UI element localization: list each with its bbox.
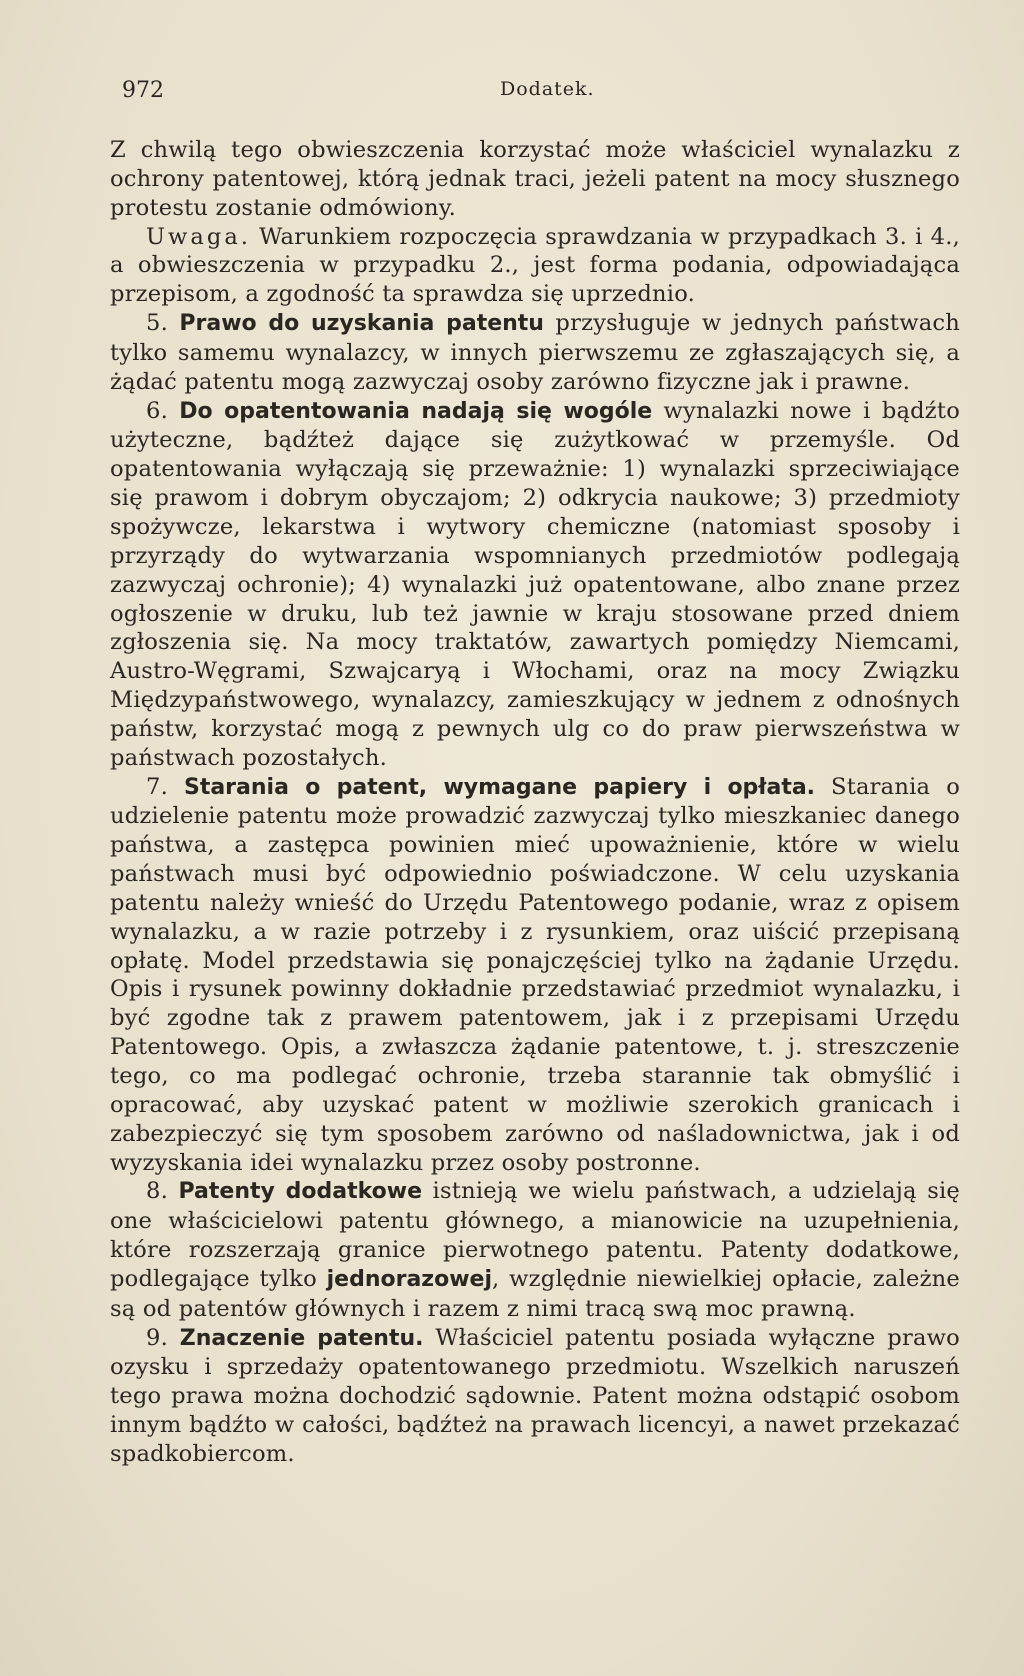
paragraph-text: Starania o udzielenie patentu może prowadzić zazwyczaj tylko mieszkaniec danego państwa, a zastępca powinien mieć upoważnienie, które w wielu państwach musi być odpowiednio poświadczone. W celu uzyskania patentu należy wnieść do Urzędu Patentowego podanie, wraz z opisem wynalazku, a w razie potrzeby i z rysunkiem, oraz uiścić przepisaną opłatę. Model przedstawia się ponajczęściej tylko na żądanie Urzędu. Opis i rysunek powinny dokładnie przedstawiać przedmiot wynalazku, i być zgodne tak z prawem patentowem, jak i z przepisami Urzędu Patentowego. Opis, a zwłaszcza żądanie patentowe, t. j. streszczenie tego, co ma podlegać ochronie, trzeba starannie tak obmyślić i opracować, aby uzyskać patent w możliwie szerokich granicach i zabezpieczyć się tym sposobem zarówno od naśladownictwa, jak i od wyzyskania idei wynalazku przez osoby postronne. xyxy=(110,773,961,1176)
section-number: 8. xyxy=(146,1178,179,1205)
section-7 xyxy=(110,773,960,1178)
section-number: 6. xyxy=(146,397,180,424)
section-8 xyxy=(110,1177,960,1323)
section-heading: Starania o patent, wymagane papiery i opłata. xyxy=(183,774,816,800)
page-number: 972 xyxy=(122,78,164,103)
section-heading: Znaczenie patentu. xyxy=(179,1325,424,1351)
paragraph-text: Właściciel patentu posiada wyłączne prawo ozysku i sprzedaży opatentowanego przedmiotu. Wszelkich naruszeń tego prawa można dochodzić sądownie. Patent można odstąpić osobom innym bądźto w całości, bądźteż na prawach licencyi, a nawet przekazać spadkobiercom. xyxy=(110,1324,960,1467)
section-heading: Patenty dodatkowe xyxy=(178,1179,423,1205)
paragraph-note xyxy=(110,223,960,310)
page-body xyxy=(110,136,960,1469)
inline-emphasis: jednorazowej xyxy=(326,1266,493,1292)
paragraph-text: Z chwilą tego obwieszczenia korzystać może właściciel wynalazku z ochrony patentowej, którą jednak traci, jeżeli patent na mocy słusznego protestu zostanie odmówiony. xyxy=(110,137,960,221)
paragraph-1 xyxy=(110,136,960,223)
running-title: Dodatek. xyxy=(500,78,595,100)
paragraph-text: Warunkiem rozpoczęcia sprawdzania w przypadkach 3. i 4., a obwieszczenia w przypadku 2., jest forma podania, odpowiadająca przepisom, a zgodność ta sprawdza się uprzednio. xyxy=(110,223,960,308)
note-lead: Uwaga. xyxy=(146,223,251,250)
section-number: 9. xyxy=(146,1324,180,1351)
section-heading: Do opatentowania nadają się wogóle xyxy=(179,398,653,424)
paragraph-text-continued: , względnie niewielkiej opłacie, zależne są od patentów głównych i razem z nimi tracą swą moc prawną. xyxy=(110,1265,960,1322)
page-header xyxy=(110,72,960,112)
section-6 xyxy=(110,397,960,773)
section-number: 5. xyxy=(146,310,180,337)
section-heading: Prawo do uzyskania patentu xyxy=(179,311,544,337)
paragraph-text: przysługuje w jednych państwach tylko samemu wynalazcy, w innych pierwszemu ze zgłaszających się, a żądać patentu mogą zazwyczaj osoby zarówno fizyczne jak i prawne. xyxy=(110,310,961,395)
paragraph-text: istnieją we wielu państwach, a udzielają się one właścicielowi patentu głównego, a mianowicie na uzupełnienia, które rozszerzają granice pierwotnego patentu. Patenty dodatkowe, podlegające tylko xyxy=(110,1178,961,1292)
section-5 xyxy=(110,309,960,397)
paragraph-text: wynalazki nowe i bądźto użyteczne, bądźteż dające się zużytkować w przemyśle. Od opatentowania wyłączają się przeważnie: 1) wynalazki sprzeciwiające się prawom i dobrym obyczajom; 2) odkrycia naukowe; 3) przedmioty spożywcze, lekarstwa i wytwory chemiczne (natomiast sposoby i przyrządy do wytwarzania wspomnianych przedmiotów podlegają zazwyczaj ochronie); 4) wynalazki już opatentowane, albo znane przez ogłoszenie w druku, lub też jawnie w kraju stosowane przed dniem zgłoszenia się. Na mocy traktatów, zawartych pomiędzy Niemcami, Austro-Węgrami, Szwajcaryą i Włochami, oraz na mocy Związku Międzypaństwowego, wynalazcy, zamieszkujący w jednem z odnośnych państw, korzystać mogą z pewnych ulg co do praw pierwszeństwa w państwach pozostałych. xyxy=(110,397,960,771)
section-9 xyxy=(110,1324,960,1469)
section-number: 7. xyxy=(146,773,184,800)
